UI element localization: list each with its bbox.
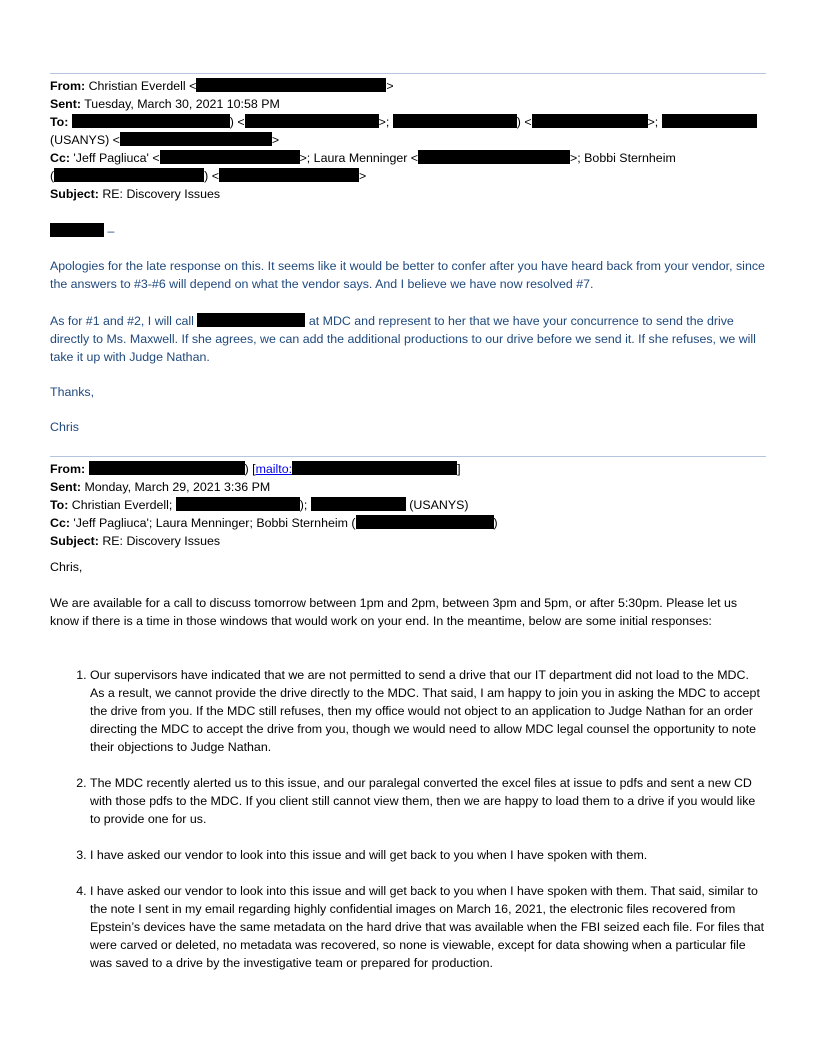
redaction-block: [393, 114, 517, 128]
redaction-block: [72, 114, 230, 128]
list-item: 1. Our supervisors have indicated that we are not permitted to send a drive that our IT department did not load to the MDC. As a result, we cannot provide the drive directly to the MDC. That said, I am happy to join you in asking the MDC to accept the drive from you. If the MDC still refuses, then my office would not object to an application to Judge Nathan for an order directing the MDC to accept the drive from you, though we would need to allow MDC legal counsel the opportunity to note their objections to Judge Nathan.: [90, 666, 766, 756]
list-item: 4. I have asked our vendor to look into this issue and will get back to you when I have spoken with them. That said, similar to the note I sent in my email regarding highly confidential images on March 16, 2021, the electronic files recovered from Epstein’s devices have the same metadata on the hard drive that was available when the FBI seized each file. For files that were carved or deleted, no metadata was recovered, so none is viewable, except for data showing when a particular file was saved to a drive by the investigative team or prepared for production.: [90, 882, 766, 972]
mailto-link[interactable]: mailto:: [255, 462, 293, 476]
header1-cc-line-2: ( ) < >: [50, 169, 367, 183]
redaction-block: [176, 497, 300, 511]
redaction-block: [160, 150, 300, 164]
header2-cc-line: Cc: 'Jeff Pagliuca'; Laura Menninger; Bobbi Sternheim ( ): [50, 516, 498, 530]
header2-from-line: From: ) [mailto: ]: [50, 462, 461, 476]
original-response-list: [50, 666, 766, 990]
original-greeting: Chris,: [50, 560, 83, 574]
original-intro: We are available for a call to discuss tomorrow between 1pm and 2pm, between 3pm and 5pm, or after 5:30pm. Please let us know if there is a time in those windows that would work on your end. In the meantime, below are some initial responses:: [50, 596, 738, 628]
redaction-block: [89, 461, 245, 475]
header1-to-line: To: ) < >; ) < >;: [50, 113, 766, 131]
redaction-block: [120, 132, 272, 146]
redaction-block: [245, 114, 379, 128]
header1-cc-line: Cc: 'Jeff Pagliuca' < >; Laura Menninger < >; Bobbi Sternheim: [50, 151, 676, 165]
redaction-block: [311, 497, 406, 511]
numbered-list: [50, 666, 766, 972]
email-header-2: [50, 460, 766, 550]
redaction-block: [356, 515, 494, 529]
list-item: 3. I have asked our vendor to look into this issue and will get back to you when I have spoken with them.: [90, 846, 766, 864]
redaction-block: [532, 114, 648, 128]
email-header-1: [50, 77, 766, 203]
header1-from-line: From: Christian Everdell < >: [50, 79, 394, 93]
redaction-block: [662, 114, 757, 128]
list-item: 2. The MDC recently alerted us to this issue, and our paralegal converted the excel files at issue to pdfs and sent a new CD with those pdfs to the MDC. If you client still cannot view them, then we are happy to load them to a drive if you would like to provide one for us.: [90, 774, 766, 828]
header1-to-line-2: (USANYS) < >: [50, 133, 280, 147]
redaction-block: [418, 150, 570, 164]
reply-greeting: –: [50, 222, 766, 240]
reply-signature: Chris: [50, 420, 79, 434]
reply-paragraph-1: Apologies for the late response on this. It seems like it would be better to confer after you have heard back from your vendor, since the answers to #3-#6 will depend on what the vendor says. And I believe we have now resolved #7.: [50, 259, 765, 291]
header1-subject-line: Subject: RE: Discovery Issues: [50, 187, 221, 201]
redaction-block: [54, 168, 204, 182]
header-divider-bottom: [50, 456, 766, 457]
header2-to-line: To: Christian Everdell; ); (USANYS): [50, 498, 469, 512]
redaction-block: [196, 78, 386, 92]
reply-paragraph-2: As for #1 and #2, I will call at MDC and represent to her that we have your concurrence to send the drive directly to Ms. Maxwell. If she agrees, we can add the additional productions to our drive before we send it. If she refuses, we will take it up with Judge Nathan.: [50, 314, 756, 364]
header2-subject-line: Subject: RE: Discovery Issues: [50, 534, 221, 548]
header2-sent-line: Sent: Monday, March 29, 2021 3:36 PM: [50, 480, 271, 494]
header1-sent-line: Sent: Tuesday, March 30, 2021 10:58 PM: [50, 97, 280, 111]
reply-thanks: Thanks,: [50, 385, 95, 399]
redaction-block: [219, 168, 359, 182]
redaction-block: [50, 223, 104, 237]
redaction-block: [197, 313, 305, 327]
header-divider-top: [50, 73, 766, 74]
redaction-block: [292, 461, 457, 475]
